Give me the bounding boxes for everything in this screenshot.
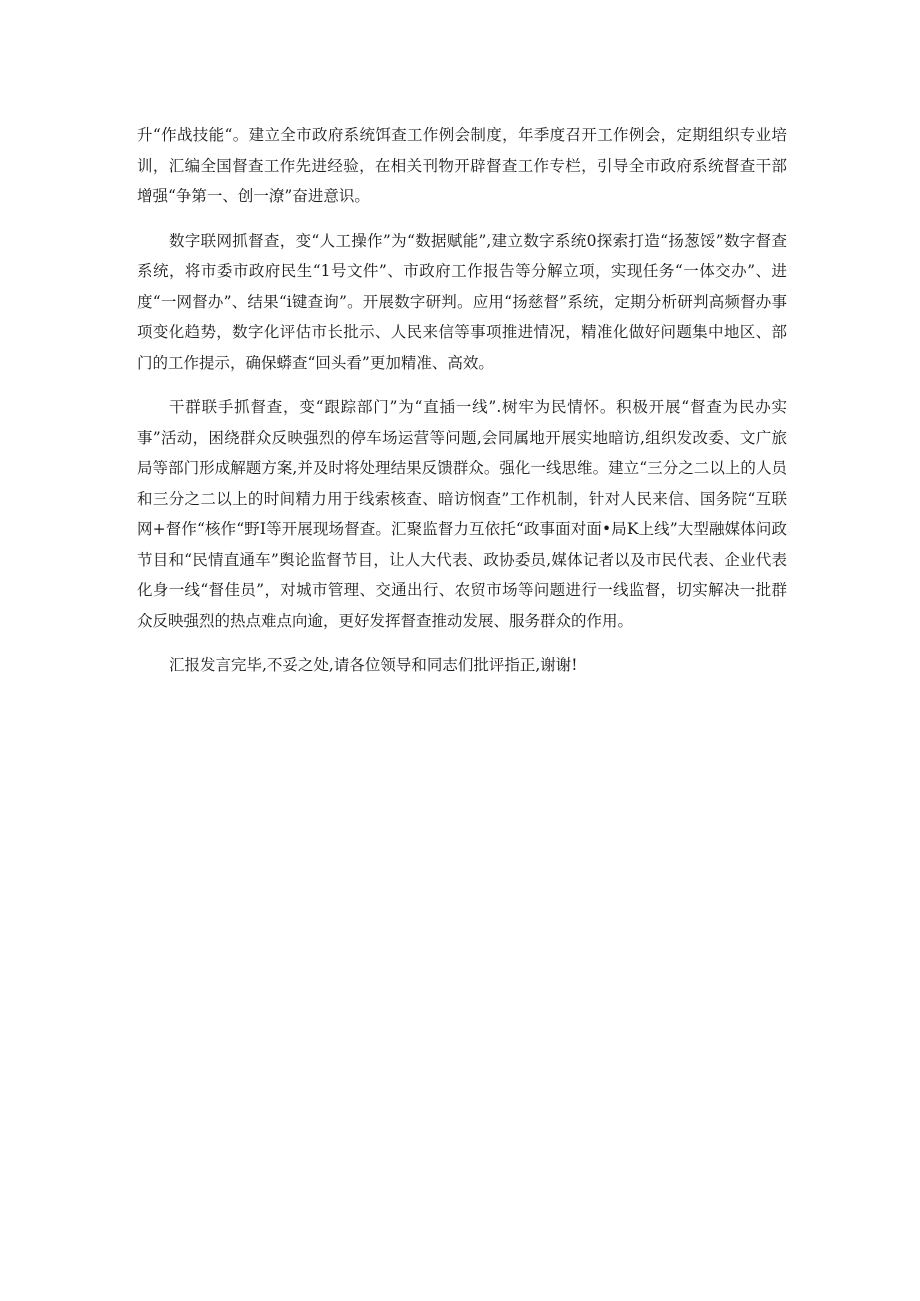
paragraph-closing: 汇报发言完毕,不妥之处,请各位领导和同志们批评指正,谢谢! — [169, 656, 578, 674]
paragraph-2: 数字联网抓督查，变“人工操作”为“数据赋能”,建立数字系统0探索打造“扬葱馁”数字督查系统，将市委市政府民生“1号文件”、市政府工作报告等分解立项，实现任务“一体交办”、进度“一网督办”、结果“i键查询”。开展数字研判。应用“扬慈督”系统，定期分析研判高频督办事项变化趋势，数字化评估市长批示、人民来信等事项推进情况，精准化做好问题集中地区、部门的工作提示，确保蟒查“回头看”更加精准、高效。 — [137, 231, 787, 372]
paragraph-3: 干群联手抓督查，变“跟踪部门”为“直插一线”.树牢为民情怀。积极开展“督查为民办实事”活动，困绕群众反映强烈的停车场运营等问题,会同属地开展实地暗访,组织发改委、文广旅局等部门形成解题方案,并及时将处理结果反馈群众。强化一线思维。建立“三分之二以上的人员和三分之二以上的时间精力用于线索核查、暗访悯查”工作机制，针对人民来信、国务院“互联网+督作“核作“野I等开展现场督查。汇聚监督力互依托“政事面对面•局K上线”大型融媒体问政节目和“民情直通车”舆论监督节目，让人大代表、政协委员,媒体记者以及市民代表、企业代表化身一线“督佳员”，对城市管理、交通出行、农贸市场等问题进行一线监督，切实解决一批群众反映强烈的热点难点向逾，更好发挥督查推动发展、服务群众的作用。 — [137, 398, 787, 630]
paragraph-1: 升“作战技能“。建立全市政府系统饵查工作例会制度，年季度召开工作例会，定期组织专业培训，汇编全国督查工作先进经验，在相关刊物开辟督查工作专栏，引导全市政府系统督查干部增强“争第一、创一潦”奋进意识。 — [137, 126, 787, 205]
document-body — [137, 120, 787, 695]
